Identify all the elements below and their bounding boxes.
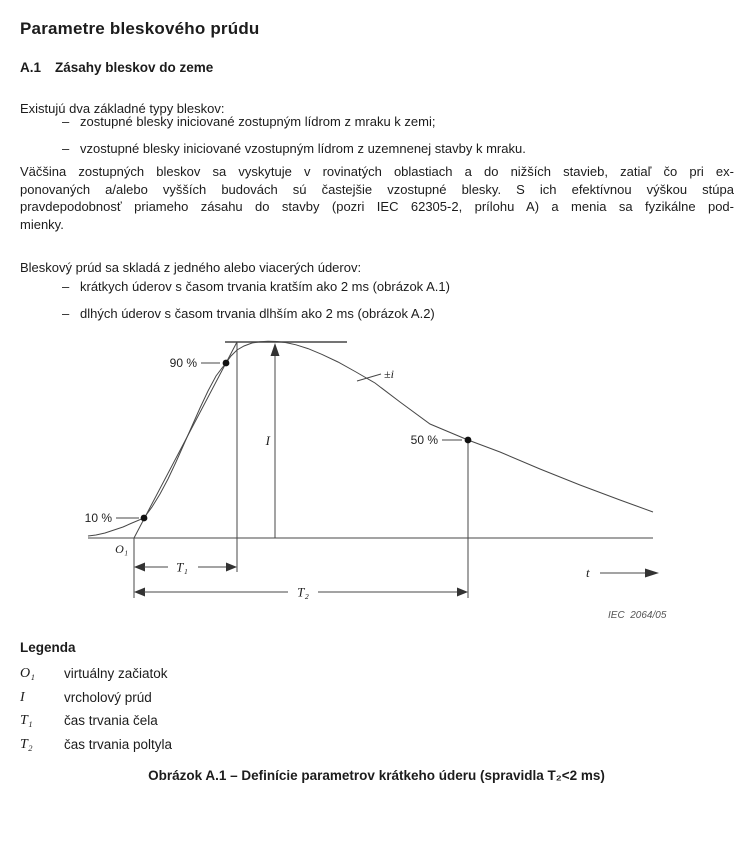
list-item	[62, 305, 722, 322]
legend-symbol: I	[20, 690, 25, 705]
bullet-dash: –	[62, 114, 70, 129]
bullet-dash: –	[62, 141, 70, 156]
legend-symbol: O₁	[20, 666, 35, 681]
section-title: Zásahy bleskov do zeme	[55, 60, 214, 75]
arrow-right-icon	[645, 569, 659, 578]
bullet-text: dlhých úderov s časom trvania dlhším ako 2 ms (obrázok A.2)	[80, 306, 435, 321]
figure-caption: Obrázok A.1 – Definície parametrov krátkeho úderu (spravidla T₂<2 ms)	[148, 768, 605, 783]
legend-description: čas trvania čela	[64, 713, 158, 728]
legend-item	[20, 690, 420, 706]
label-t1: T₁	[176, 559, 188, 575]
legend-symbol: T₁	[20, 713, 33, 728]
legend-symbol: T₂	[20, 737, 33, 752]
section-number: A.1	[20, 60, 42, 75]
bullet-text: vzostupné blesky iniciované vzostupným lídrom z uzemnenej stavby k mraku.	[80, 141, 526, 156]
list-item	[62, 140, 722, 157]
body-paragraph	[20, 163, 734, 233]
bullet-text: zostupné blesky iniciované zostupným lídrom z mraku k zemi;	[80, 114, 436, 129]
paragraph-line: Väčšina zostupných bleskov sa vyskytuje v rovinatých oblastiach a do nižších stavieb, zatiaľ čo pri ex-	[20, 164, 734, 179]
list-item	[62, 278, 722, 295]
waveform-figure	[0, 330, 753, 630]
bullet-dash: –	[62, 279, 70, 294]
legend-item	[20, 713, 420, 729]
label-virtual-origin: O₁	[115, 542, 128, 556]
iec-figure-reference: IEC 2064/05	[608, 610, 667, 621]
marker-90pct	[223, 360, 230, 367]
marker-10pct	[141, 515, 148, 522]
page-title: Parametre bleskového prúdu	[20, 19, 260, 39]
label-50pct: 50 %	[410, 433, 438, 447]
legend-item	[20, 737, 420, 753]
label-t2: T₂	[297, 584, 309, 600]
arrow-up-icon	[271, 343, 280, 356]
label-peak-current: I	[265, 433, 270, 448]
legend-item	[20, 666, 420, 682]
legend-description: virtuálny začiatok	[64, 666, 168, 681]
bullet-text: krátkych úderov s časom trvania kratším ako 2 ms (obrázok A.1)	[80, 279, 450, 294]
paragraph-line: mienky.	[20, 216, 64, 232]
bullet-dash: –	[62, 306, 70, 321]
legend-heading: Legenda	[20, 640, 76, 655]
legend-description: čas trvania poltyla	[64, 737, 173, 752]
intro-paragraph-1: Existujú dva základné typy bleskov:	[20, 101, 225, 116]
label-10pct: 10 %	[84, 511, 112, 525]
paragraph-line: pravdepodobnosť priameho zásahu do stavby (pozri IEC 62305-2, prílohu A) a menia sa fyzikálne pod-	[20, 199, 734, 214]
label-90pct: 90 %	[169, 356, 197, 370]
label-curve: ±i	[384, 367, 394, 381]
list-item	[62, 113, 722, 130]
arrow-left-icon	[134, 588, 145, 597]
section-heading	[20, 60, 213, 75]
marker-50pct	[465, 437, 472, 444]
arrow-right-icon	[226, 563, 237, 572]
intro-paragraph-2: Bleskový prúd sa skladá z jedného alebo viacerých úderov:	[20, 260, 362, 275]
paragraph-line: ponovaných a/alebo vyšších budovách sú častejšie vzostupné blesky. S ich efektívnou výškou stúpa	[20, 181, 734, 197]
legend-description: vrcholový prúd	[64, 690, 152, 705]
waveform-curve	[88, 341, 653, 536]
arrow-right-icon	[457, 588, 468, 597]
arrow-left-icon	[134, 563, 145, 572]
label-time-axis: t	[586, 565, 590, 580]
